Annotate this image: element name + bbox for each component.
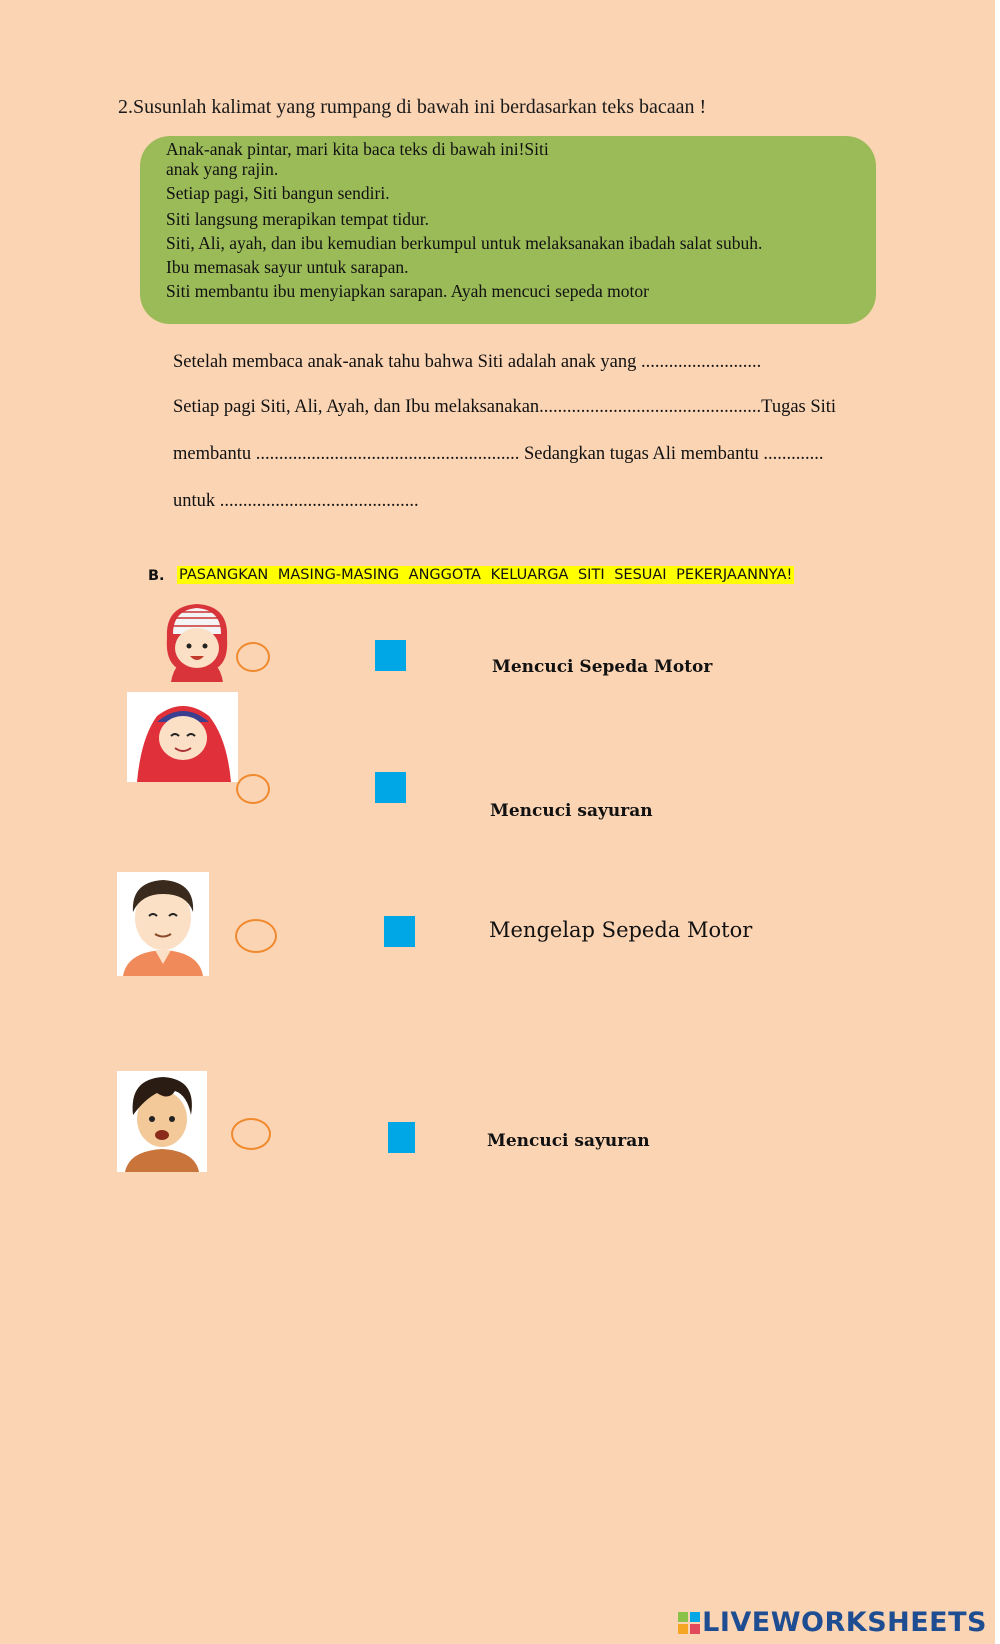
siti-picture xyxy=(157,598,237,682)
match-square-4[interactable] xyxy=(388,1122,415,1153)
fill-sentence: untuk ........................................... xyxy=(173,491,419,511)
match-circle-ali[interactable] xyxy=(231,1118,271,1150)
reading-line: Ibu memasak sayur untuk sarapan. xyxy=(166,257,409,277)
match-square-1[interactable] xyxy=(375,640,406,671)
match-square-2[interactable] xyxy=(375,772,406,803)
ayah-picture xyxy=(117,872,209,976)
match-square-3[interactable] xyxy=(384,916,415,947)
reading-text-box xyxy=(140,136,876,324)
liveworksheets-logo-icon xyxy=(678,1612,700,1634)
reading-line: anak yang rajin. xyxy=(166,159,279,179)
match-circle-siti[interactable] xyxy=(236,642,270,672)
logo-text: LIVEWORKSHEETS xyxy=(702,1607,987,1638)
ibu-picture xyxy=(127,692,238,782)
liveworksheets-logo xyxy=(678,1607,987,1638)
reading-line: Siti, Ali, ayah, dan ibu kemudian berkumpul untuk melaksanakan ibadah salat subuh. xyxy=(166,233,763,253)
match-circle-ayah[interactable] xyxy=(235,919,277,953)
question-instruction: 2.Susunlah kalimat yang rumpang di bawah ini berdasarkan teks bacaan ! xyxy=(118,96,707,118)
match-circle-ibu[interactable] xyxy=(236,774,270,804)
section-b-label: B. xyxy=(148,568,165,584)
reading-line: Siti membantu ibu menyiapkan sarapan. Ayah mencuci sepeda motor xyxy=(166,281,649,301)
fill-sentence: Setiap pagi Siti, Ali, Ayah, dan Ibu melaksanakan................................................Tugas Siti xyxy=(173,397,837,417)
fill-sentence: Setelah membaca anak-anak tahu bahwa Siti adalah anak yang .......................... xyxy=(173,352,762,372)
reading-line: Setiap pagi, Siti bangun sendiri. xyxy=(166,183,390,203)
fill-sentence: membantu ......................................................... Sedangkan tugas Ali membantu ............. xyxy=(173,444,824,464)
job-label: Mengelap Sepeda Motor xyxy=(489,918,753,942)
job-label: Mencuci sayuran xyxy=(490,801,653,821)
ali-picture xyxy=(117,1071,207,1172)
section-b-title: PASANGKAN MASING-MASING ANGGOTA KELUARGA SITI SESUAI PEKERJAANNYA! xyxy=(179,567,793,583)
job-label: Mencuci Sepeda Motor xyxy=(492,657,713,677)
reading-line: Siti langsung merapikan tempat tidur. xyxy=(166,209,429,229)
reading-line: Anak-anak pintar, mari kita baca teks di bawah ini!Siti xyxy=(166,139,549,159)
job-label: Mencuci sayuran xyxy=(487,1131,650,1151)
